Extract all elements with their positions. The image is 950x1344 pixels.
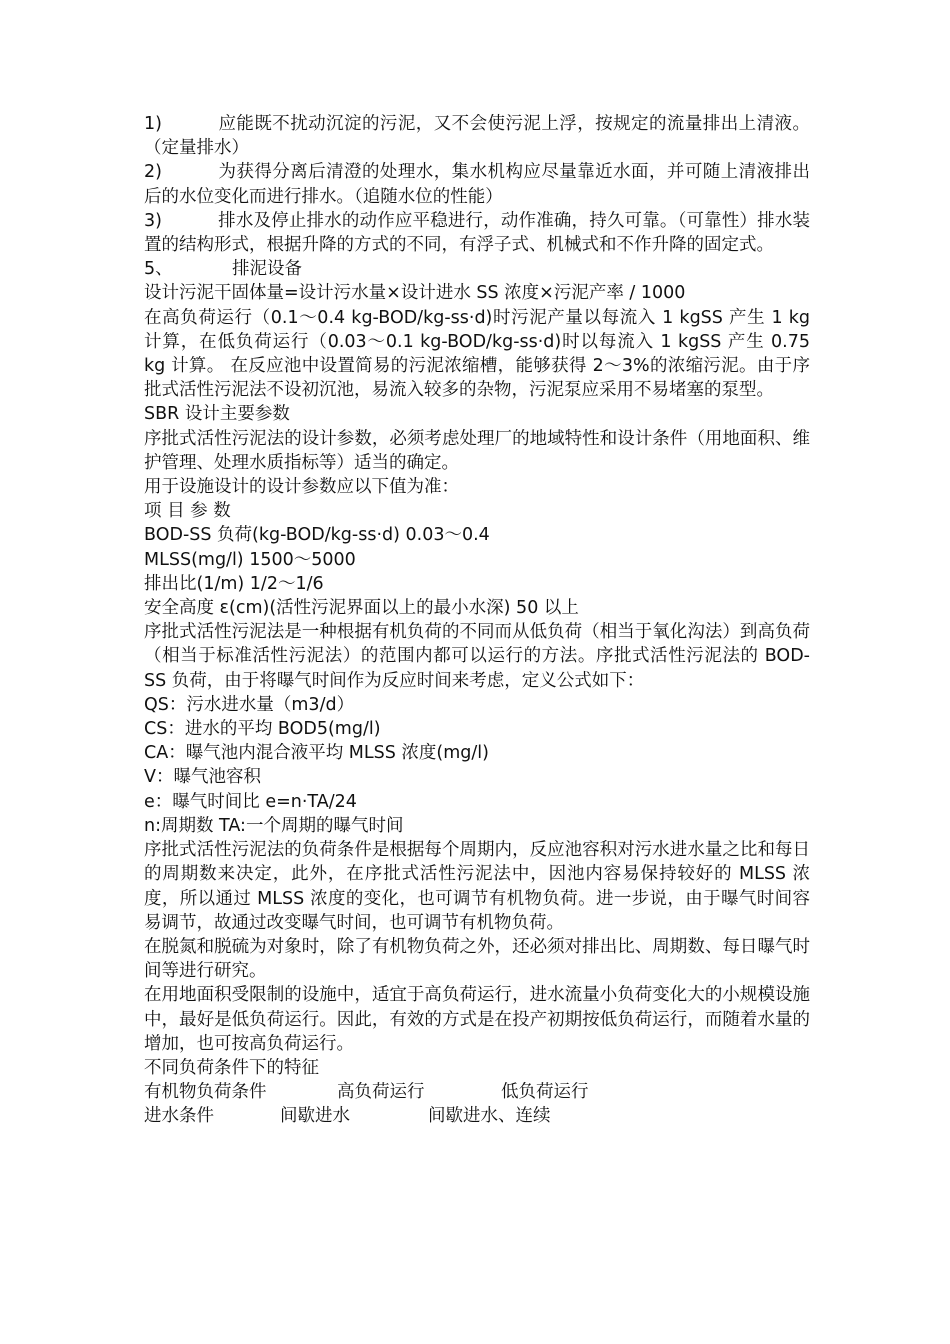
list-item [144, 112, 810, 160]
paragraph: 在脱氮和脱硫为对象时，除了有机物负荷之外，还必须对排出比、周期数、每日曝气时间等进行研究。 [144, 936, 810, 982]
table-cell: 低负荷运行 [501, 1082, 589, 1103]
definition-line: CS：进水的平均 BOD5(mg/l) [144, 719, 381, 740]
section-number: 5、 [144, 259, 173, 280]
definition-line: n:周期数 TA:一个周期的曝气时间 [144, 815, 404, 836]
paragraph: 用于设施设计的设计参数应以下值为准： [144, 477, 459, 498]
list-item [144, 209, 810, 257]
table-cell: 间歇进水、连续 [428, 1106, 551, 1127]
list-item-number: 1) [144, 114, 162, 134]
table-cell: 进水条件 [144, 1106, 214, 1127]
paragraph: 不同负荷条件下的特征 [144, 1057, 319, 1078]
paragraph: 序批式活性污泥法是一种根据有机负荷的不同而从低负荷（相当于氧化沟法）到高负荷（相当于标准活性污泥法）的范围内都可以运行的方法。序批式活性污泥法的 BOD-SS 负荷，由于将曝气时间作为反应时间来考虑，定义公式如下： [144, 622, 810, 691]
list-item-text: 排水及停止排水的动作应平稳进行，动作准确，持久可靠。（可靠性）排水装置的结构形式，根据升降的方式的不同，有浮子式、机械式和不作升降的固定式。 [144, 210, 810, 256]
table-cell: 有机物负荷条件 [144, 1082, 267, 1103]
document-body [144, 112, 810, 1129]
section-heading [144, 257, 810, 281]
paragraph: 序批式活性污泥法的设计参数，必须考虑处理厂的地域特性和设计条件（用地面积、维护管理、处理水质指标等）适当的确定。 [144, 428, 810, 473]
list-item-number: 2) [144, 162, 162, 183]
list-item-text: 为获得分离后清澄的处理水，集水机构应尽量靠近水面，并可随上清液排出后的水位变化而进行排水。（追随水位的性能） [144, 162, 810, 207]
param-row: 安全高度 ε(cm)(活性污泥界面以上的最小水深) 50 以上 [144, 598, 579, 619]
param-row: MLSS(mg/l) 1500～5000 [144, 549, 356, 570]
list-item-text: 应能既不扰动沉淀的污泥，又不会使污泥上浮，按规定的流量排出上清液。（定量排水） [144, 114, 810, 159]
definition-line: CA：曝气池内混合液平均 MLSS 浓度(mg/l) [144, 743, 489, 764]
paragraph: 在用地面积受限制的设施中，适宜于高负荷运行，进水流量小负荷变化大的小规模设施中，最好是低负荷运行。因此，有效的方式是在投产初期按低负荷运行，而随着水量的增加，也可按高负荷运行。 [144, 985, 810, 1054]
paragraph: 设计污泥干固体量=设计污水量×设计进水 SS 浓度×污泥产率 / 1000 [144, 283, 686, 304]
list-item-number: 3) [144, 210, 162, 231]
paragraph: 在高负荷运行（0.1～0.4 kg-BOD/kg-ss·d)时污泥产量以每流入 1 kgSS 产生 1 kg 计算，在低负荷运行（0.03～0.1 kg-BOD/kg-ss·d)时以每流入 1 kgSS 产生 0.75 kg 计算。 在反应池中设置简易的污泥浓缩槽，能够获得 2～3%的浓缩污泥。由于序批式活性污泥法不设初沉池，易流入较多的杂物，污泥泵应采用不易堵塞的泵型。 [144, 307, 810, 401]
param-row: BOD-SS 负荷(kg-BOD/kg-ss·d) 0.03～0.4 [144, 525, 490, 546]
section-title: 排泥设备 [232, 259, 302, 280]
definition-line: e：曝气时间比 e=n·TA/24 [144, 791, 357, 812]
definition-line: QS：污水进水量（m3/d） [144, 694, 355, 715]
table-row [144, 1104, 810, 1128]
param-header: 项 目 参 数 [144, 501, 231, 522]
paragraph: 序批式活性污泥法的负荷条件是根据每个周期内，反应池容积对污水进水量之比和每日的周期数来决定，此外，在序批式活性污泥法中，因池内容易保持较好的 MLSS 浓度，所以通过 MLSS 浓度的变化，也可调节有机物负荷。进一步说，由于曝气时间容易调节，故通过改变曝气时间，也可调节有机物负荷。 [144, 840, 810, 933]
subheading: SBR 设计主要参数 [144, 404, 290, 425]
param-row: 排出比(1/m) 1/2～1/6 [144, 573, 324, 594]
list-item [144, 160, 810, 208]
table-header-row [144, 1080, 810, 1104]
table-cell: 高负荷运行 [337, 1082, 425, 1103]
definition-line: V：曝气池容积 [144, 767, 261, 788]
table-cell: 间歇进水 [280, 1106, 350, 1127]
